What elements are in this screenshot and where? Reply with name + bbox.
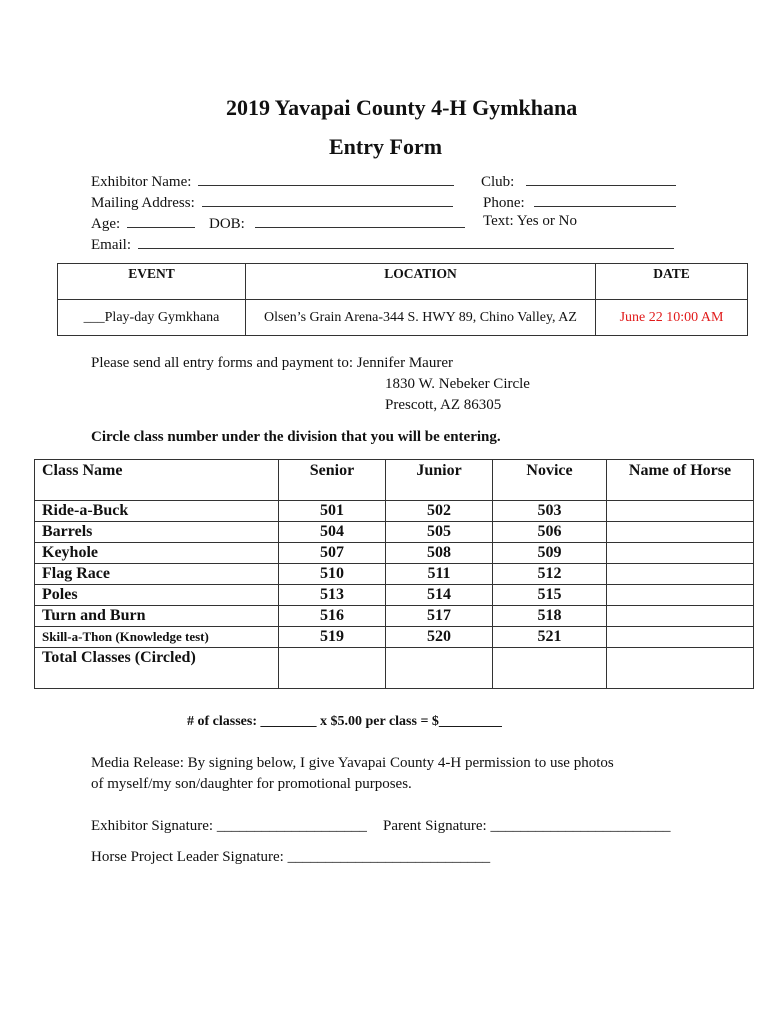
table-row (35, 522, 754, 543)
novice-number[interactable]: 503 (493, 501, 607, 522)
mailing-address-field[interactable] (202, 192, 453, 207)
senior-number[interactable]: 513 (279, 585, 386, 606)
text-opt-in[interactable]: Text: Yes or No (483, 213, 577, 229)
horse-name-cell[interactable] (607, 501, 754, 522)
class-name-header: Class Name (35, 460, 279, 501)
senior-number[interactable]: 504 (279, 522, 386, 543)
class-name: Barrels (35, 522, 279, 543)
horse-name-cell[interactable] (607, 564, 754, 585)
email-label: Email: (91, 234, 674, 254)
event-table-header (58, 264, 748, 300)
table-row (35, 564, 754, 585)
table-row (35, 501, 754, 522)
senior-number[interactable]: 516 (279, 606, 386, 627)
class-name: Poles (35, 585, 279, 606)
total-novice-cell[interactable] (493, 648, 607, 689)
date-header: DATE (596, 264, 748, 300)
total-horse-cell[interactable] (607, 648, 754, 689)
junior-header: Junior (386, 460, 493, 501)
location-header: LOCATION (246, 264, 596, 300)
total-classes-label: Total Classes (Circled) (35, 648, 279, 689)
table-row (35, 606, 754, 627)
senior-number[interactable]: 510 (279, 564, 386, 585)
media-release-line1: Media Release: By signing below, I give Yavapai County 4-H permission to use photos (91, 755, 614, 771)
total-row (35, 648, 754, 689)
junior-number[interactable]: 511 (386, 564, 493, 585)
senior-number[interactable]: 507 (279, 543, 386, 564)
senior-number[interactable]: 501 (279, 501, 386, 522)
novice-number[interactable]: 515 (493, 585, 607, 606)
table-row (35, 585, 754, 606)
media-release-line2: of myself/my son/daughter for promotional purposes. (91, 776, 412, 792)
leader-signature-field[interactable]: Horse Project Leader Signature: ___________________________ (91, 849, 491, 865)
payment-address-street: 1830 W. Nebeker Circle (385, 376, 530, 392)
dob-label: DOB: (209, 213, 465, 233)
club-label: Club: (481, 171, 676, 191)
event-table (57, 263, 748, 336)
horse-name-cell[interactable] (607, 522, 754, 543)
class-name: Skill-a-Thon (Knowledge test) (35, 627, 279, 648)
horse-name-cell[interactable] (607, 627, 754, 648)
payment-address-city: Prescott, AZ 86305 (385, 397, 502, 413)
location-cell: Olsen’s Grain Arena-344 S. HWY 89, Chino Valley, AZ (246, 300, 596, 336)
total-junior-cell[interactable] (386, 648, 493, 689)
age-label: Age: (91, 213, 195, 233)
novice-header: Novice (493, 460, 607, 501)
club-field[interactable] (526, 171, 676, 186)
phone-label: Phone: (483, 192, 676, 212)
junior-number[interactable]: 505 (386, 522, 493, 543)
junior-number[interactable]: 517 (386, 606, 493, 627)
exhibitor-name-label: Exhibitor Name: (91, 171, 454, 191)
senior-header: Senior (279, 460, 386, 501)
junior-number[interactable]: 514 (386, 585, 493, 606)
fee-calculation[interactable]: # of classes: ________ x $5.00 per class = $_________ (187, 714, 502, 729)
payment-instructions: Please send all entry forms and payment to: Jennifer Maurer (91, 355, 453, 371)
junior-number[interactable]: 502 (386, 501, 493, 522)
email-field[interactable] (138, 234, 674, 249)
horse-name-cell[interactable] (607, 543, 754, 564)
class-table (34, 459, 754, 689)
table-row (35, 627, 754, 648)
parent-signature-field[interactable]: Parent Signature: ________________________ (383, 818, 671, 834)
exhibitor-name-field[interactable] (198, 171, 454, 186)
class-instruction: Circle class number under the division that you will be entering. (91, 429, 501, 445)
mailing-address-label: Mailing Address: (91, 192, 453, 212)
horse-header: Name of Horse (607, 460, 754, 501)
horse-name-cell[interactable] (607, 606, 754, 627)
exhibitor-signature-field[interactable]: Exhibitor Signature: ____________________ (91, 818, 367, 834)
class-name: Turn and Burn (35, 606, 279, 627)
class-name: Ride-a-Buck (35, 501, 279, 522)
junior-number[interactable]: 520 (386, 627, 493, 648)
class-name: Keyhole (35, 543, 279, 564)
event-cell[interactable]: ___Play-day Gymkhana (58, 300, 246, 336)
class-table-header (35, 460, 754, 501)
form-title: 2019 Yavapai County 4-H Gymkhana (226, 95, 578, 120)
event-header: EVENT (58, 264, 246, 300)
horse-name-cell[interactable] (607, 585, 754, 606)
table-row (35, 543, 754, 564)
age-field[interactable] (127, 213, 195, 228)
event-row (58, 300, 748, 336)
novice-number[interactable]: 521 (493, 627, 607, 648)
novice-number[interactable]: 518 (493, 606, 607, 627)
dob-field[interactable] (255, 213, 465, 228)
date-cell: June 22 10:00 AM (596, 300, 748, 336)
novice-number[interactable]: 509 (493, 543, 607, 564)
class-name: Flag Race (35, 564, 279, 585)
total-senior-cell[interactable] (279, 648, 386, 689)
junior-number[interactable]: 508 (386, 543, 493, 564)
phone-field[interactable] (534, 192, 676, 207)
form-subtitle: Entry Form (329, 134, 443, 159)
novice-number[interactable]: 512 (493, 564, 607, 585)
novice-number[interactable]: 506 (493, 522, 607, 543)
senior-number[interactable]: 519 (279, 627, 386, 648)
